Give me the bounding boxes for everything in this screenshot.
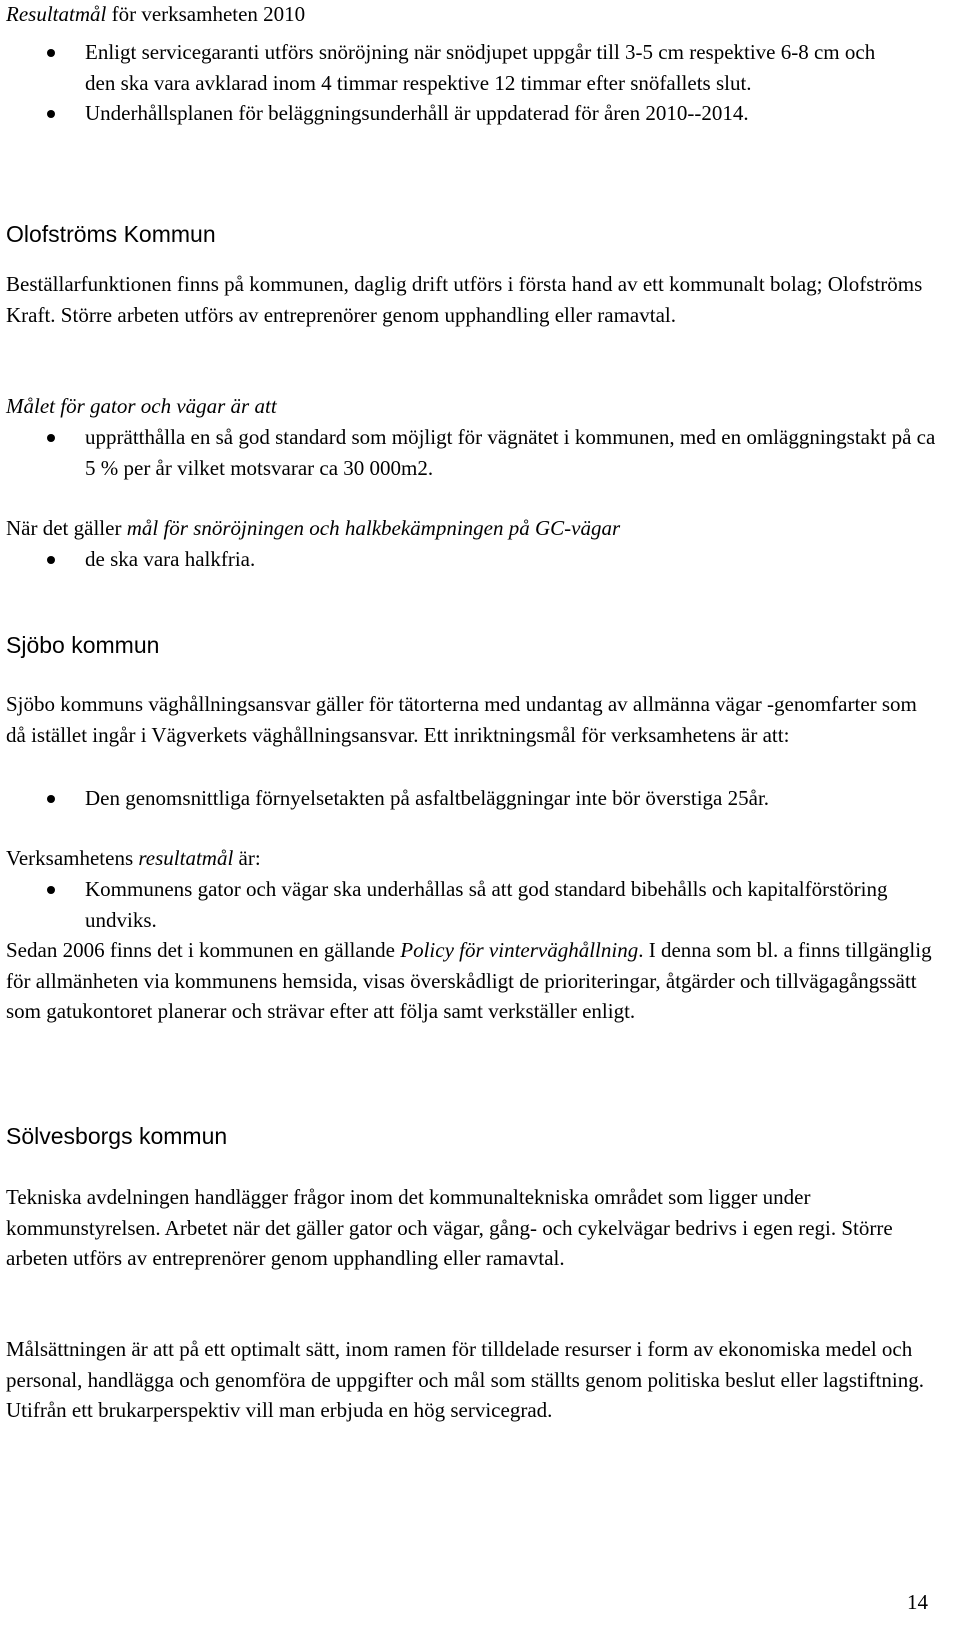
olofstrom-goal-heading: Målet för gator och vägar är att [6, 394, 277, 418]
sjobo-policy: Sedan 2006 finns det i kommunen en gällande Policy för vinterväghållning. I denna som bl. a finns tillgänglig för allmänheten via kommunens hemsida, visas överskådligt de prioriteringar, åtgärder och tillvägagångssätt som gatukontoret planerar och strävar efter att följa samt verkställer enligt. [6, 938, 932, 1023]
olofstrom-goal-bullets [6, 422, 940, 483]
list-item: de ska vara halkfria. [6, 544, 940, 575]
sjobo-result-heading: Verksamhetens resultatmål är: [6, 846, 261, 870]
list-item: Den genomsnittliga förnyelsetakten på asfaltbeläggningar inte bör överstiga 25år. [6, 783, 940, 814]
list-item: Underhållsplanen för beläggningsunderhåll är uppdaterad för åren 2010--2014. [6, 98, 900, 129]
sjobo-intro: Sjöbo kommuns väghållningsansvar gäller för tätorterna med undantag av allmänna vägar -genomfarter som då istället ingår i Vägverkets väghållningsansvar. Ett inriktningsmål för verksamhetens är att: [6, 692, 917, 747]
list-item: upprätthålla en så god standard som möjligt för vägnätet i kommunen, med en omläggningstakt på ca 5 % per år vilket motsvarar ca 30 000m2. [6, 422, 940, 483]
olofstrom-gc-heading: När det gäller mål för snöröjningen och halkbekämpningen på GC-vägar [6, 516, 621, 540]
olofstrom-intro: Beställarfunktionen finns på kommunen, daglig drift utförs i första hand av ett kommunalt bolag; Olofströms Kraft. Större arbeten utförs av entreprenörer genom upphandling eller ramavtal. [6, 272, 923, 327]
solvesborg-p2: Målsättningen är att på ett optimalt sätt, inom ramen för tilldelade resurser i form av ekonomiska medel och personal, handlägga och genomföra de uppgifter och mål som ställts genom politiska beslut eller lagstiftning. Utifrån ett brukarperspektiv vill man erbjuda en hög servicegrad. [6, 1337, 924, 1422]
list-item: Kommunens gator och vägar ska underhållas så att god standard bibehålls och kapitalförstöring undviks. [6, 874, 940, 935]
solvesborg-p1: Tekniska avdelningen handlägger frågor inom det kommunaltekniska området som ligger under kommunstyrelsen. Arbetet när det gäller gator och vägar, gång- och cykelvägar bedrivs i egen regi. Större arbeten utförs av entreprenörer genom upphandling eller ramavtal. [6, 1185, 893, 1270]
resultat-heading: Resultatmål för verksamheten 2010 [6, 2, 306, 26]
sjobo-bullets-1 [6, 783, 940, 814]
section-title-sjobo: Sjöbo kommun [6, 632, 160, 658]
section-title-solvesborg: Sölvesborgs kommun [6, 1123, 228, 1149]
olofstrom-gc-bullets [6, 544, 940, 575]
list-item: Enligt servicegaranti utförs snöröjning när snödjupet uppgår till 3-5 cm respektive 6-8 cm och den ska vara avklarad inom 4 timmar respektive 12 timmar efter snöfallets slut. [6, 37, 900, 98]
section-title-olofstrom: Olofströms Kommun [6, 221, 216, 247]
sjobo-bullets-2 [6, 874, 940, 935]
resultat-bullets [6, 37, 900, 129]
page-number: 14 [907, 1590, 928, 1614]
